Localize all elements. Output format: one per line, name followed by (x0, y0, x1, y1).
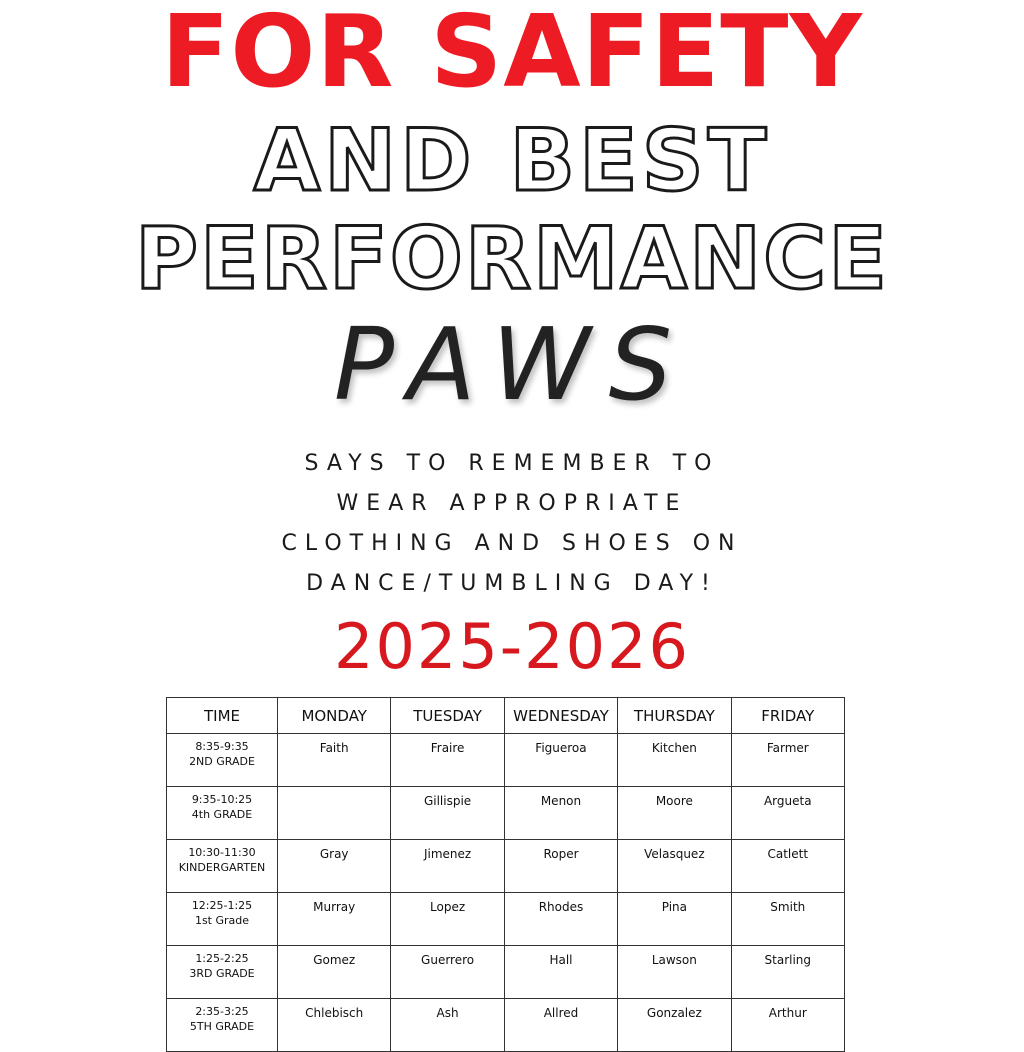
time-slot (167, 734, 278, 787)
table-row (167, 999, 845, 1052)
headline-and-best: AND BEST (253, 111, 771, 211)
time-slot (167, 893, 278, 946)
headline-performance: PERFORMANCE (134, 209, 890, 309)
table-row (167, 787, 845, 840)
header-time: TIME (167, 698, 278, 734)
teacher-cell (278, 787, 391, 840)
header-wednesday: WEDNESDAY (504, 698, 617, 734)
table-row (167, 946, 845, 999)
teacher-cell: Lopez (391, 893, 504, 946)
message-line: WEAR APPROPRIATE (336, 491, 688, 516)
teacher-cell: Ash (391, 999, 504, 1052)
teacher-cell: Kitchen (618, 734, 731, 787)
grade-label: 4th GRADE (191, 808, 253, 821)
teacher-cell: Figueroa (504, 734, 617, 787)
time-range: 9:35-10:25 (191, 793, 253, 806)
time-slot (167, 999, 278, 1052)
teacher-cell: Menon (504, 787, 617, 840)
teacher-cell: Velasquez (618, 840, 731, 893)
grade-label: 5TH GRADE (189, 1020, 255, 1033)
message-line: DANCE/TUMBLING DAY! (306, 571, 718, 596)
teacher-cell: Moore (618, 787, 731, 840)
header-monday: MONDAY (278, 698, 391, 734)
teacher-cell: Rhodes (504, 893, 617, 946)
time-range: 12:25-1:25 (191, 899, 253, 912)
time-slot (167, 787, 278, 840)
time-slot (167, 946, 278, 999)
teacher-cell: Starling (731, 946, 844, 999)
message-line: SAYS TO REMEMBER TO (304, 451, 720, 476)
teacher-cell: Gonzalez (618, 999, 731, 1052)
headline-for-safety: FOR SAFETY (161, 0, 863, 110)
header-friday: FRIDAY (731, 698, 844, 734)
teacher-cell: Catlett (731, 840, 844, 893)
time-slot (167, 840, 278, 893)
grade-label: 2ND GRADE (189, 755, 255, 768)
grade-label: KINDERGARTEN (178, 861, 266, 874)
teacher-cell: Arthur (731, 999, 844, 1052)
header-thursday: THURSDAY (618, 698, 731, 734)
time-range: 10:30-11:30 (188, 846, 256, 859)
teacher-cell: Chlebisch (278, 999, 391, 1052)
table-row (167, 734, 845, 787)
teacher-cell: Lawson (618, 946, 731, 999)
teacher-cell: Murray (278, 893, 391, 946)
teacher-cell: Gray (278, 840, 391, 893)
teacher-cell: Smith (731, 893, 844, 946)
teacher-cell: Jimenez (391, 840, 504, 893)
table-row (167, 840, 845, 893)
teacher-cell: Roper (504, 840, 617, 893)
pe-schedule-table (166, 697, 845, 1052)
teacher-cell: Gomez (278, 946, 391, 999)
time-range: 2:35-3:25 (195, 1005, 249, 1018)
message-line: CLOTHING AND SHOES ON (281, 531, 743, 556)
time-range: 1:25-2:25 (195, 952, 249, 965)
paws-brand: PAWS (333, 306, 691, 423)
grade-label: 3RD GRADE (189, 967, 255, 980)
teacher-cell: Guerrero (391, 946, 504, 999)
table-header-row (167, 698, 845, 734)
teacher-cell: Hall (504, 946, 617, 999)
teacher-cell: Argueta (731, 787, 844, 840)
time-range: 8:35-9:35 (195, 740, 249, 753)
teacher-cell: Pina (618, 893, 731, 946)
header-tuesday: TUESDAY (391, 698, 504, 734)
reminder-message (0, 444, 1024, 604)
table-row (167, 893, 845, 946)
grade-label: 1st Grade (194, 914, 250, 927)
teacher-cell: Faith (278, 734, 391, 787)
teacher-cell: Fraire (391, 734, 504, 787)
teacher-cell: Farmer (731, 734, 844, 787)
school-year: 2025-2026 (334, 610, 690, 683)
teacher-cell: Allred (504, 999, 617, 1052)
teacher-cell: Gillispie (391, 787, 504, 840)
